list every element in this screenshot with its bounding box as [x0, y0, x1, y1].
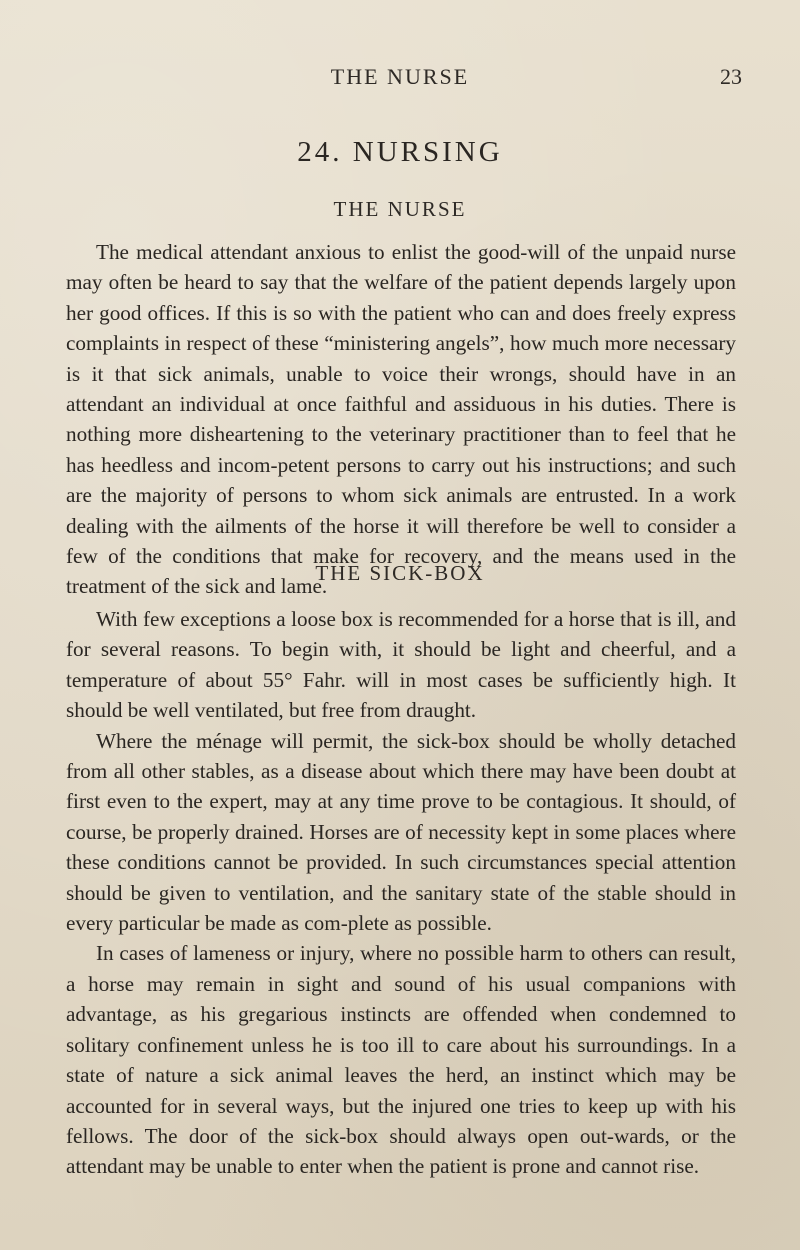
section-body-the-sick-box	[66, 604, 736, 1182]
running-head	[0, 64, 800, 94]
section-heading-the-sick-box: THE SICK-BOX	[315, 561, 485, 585]
paragraph: Where the ménage will permit, the sick-box should be wholly detached from all other stables, as a disease about which there may have been doubt at first even to the expert, may at any time prove to be contagious. It should, of course, be properly drained. Horses are of necessity kept in some places where these conditions cannot be provided. In such circumstances special attention should be given to ventilation, and the sanitary state of the stable should in every particular be made as com-plete as possible.	[66, 728, 736, 936]
section-body-the-nurse	[66, 237, 736, 602]
section-heading-the-nurse: THE NURSE	[333, 197, 467, 221]
page-number: 23	[720, 64, 742, 89]
chapter-title: 24. NURSING	[297, 136, 503, 168]
running-title: THE NURSE	[330, 64, 470, 89]
paragraph: In cases of lameness or injury, where no possible harm to others can result, a horse may remain in sight and sound of his usual companions with advantage, as his gregarious instincts are offended when condemned to solitary confinement unless he is too ill to care about his surroundings. In a state of nature a sick animal leaves the herd, an instinct which may be accounted for in several ways, but the injured one tries to keep up with his fellows. The door of the sick-box should always open out-wards, or the attendant may be unable to enter when the patient is prone and cannot rise.	[66, 941, 736, 1179]
paragraph: With few exceptions a loose box is recommended for a horse that is ill, and for several reasons. To begin with, it should be light and cheerful, and a temperature of about 55° Fahr. will in most cases be sufficiently high. It should be well ventilated, but free from draught.	[66, 607, 736, 723]
paragraph: The medical attendant anxious to enlist the good-will of the unpaid nurse may often be heard to say that the welfare of the patient depends largely upon her good offices. If this is so with the patient who can and does freely express complaints in respect of these “ministering angels”, how much more necessary is it that sick animals, unable to voice their wrongs, should have in an attendant an individual at once faithful and assiduous in his duties. There is nothing more disheartening to the veterinary practitioner than to feel that he has heedless and incom-petent persons to carry out his instructions; and such are the majority of persons to whom sick animals are entrusted. In a work dealing with the ailments of the horse it will therefore be well to consider a few of the conditions that make for recovery, and the means used in the treatment of the sick and lame.	[66, 240, 736, 599]
